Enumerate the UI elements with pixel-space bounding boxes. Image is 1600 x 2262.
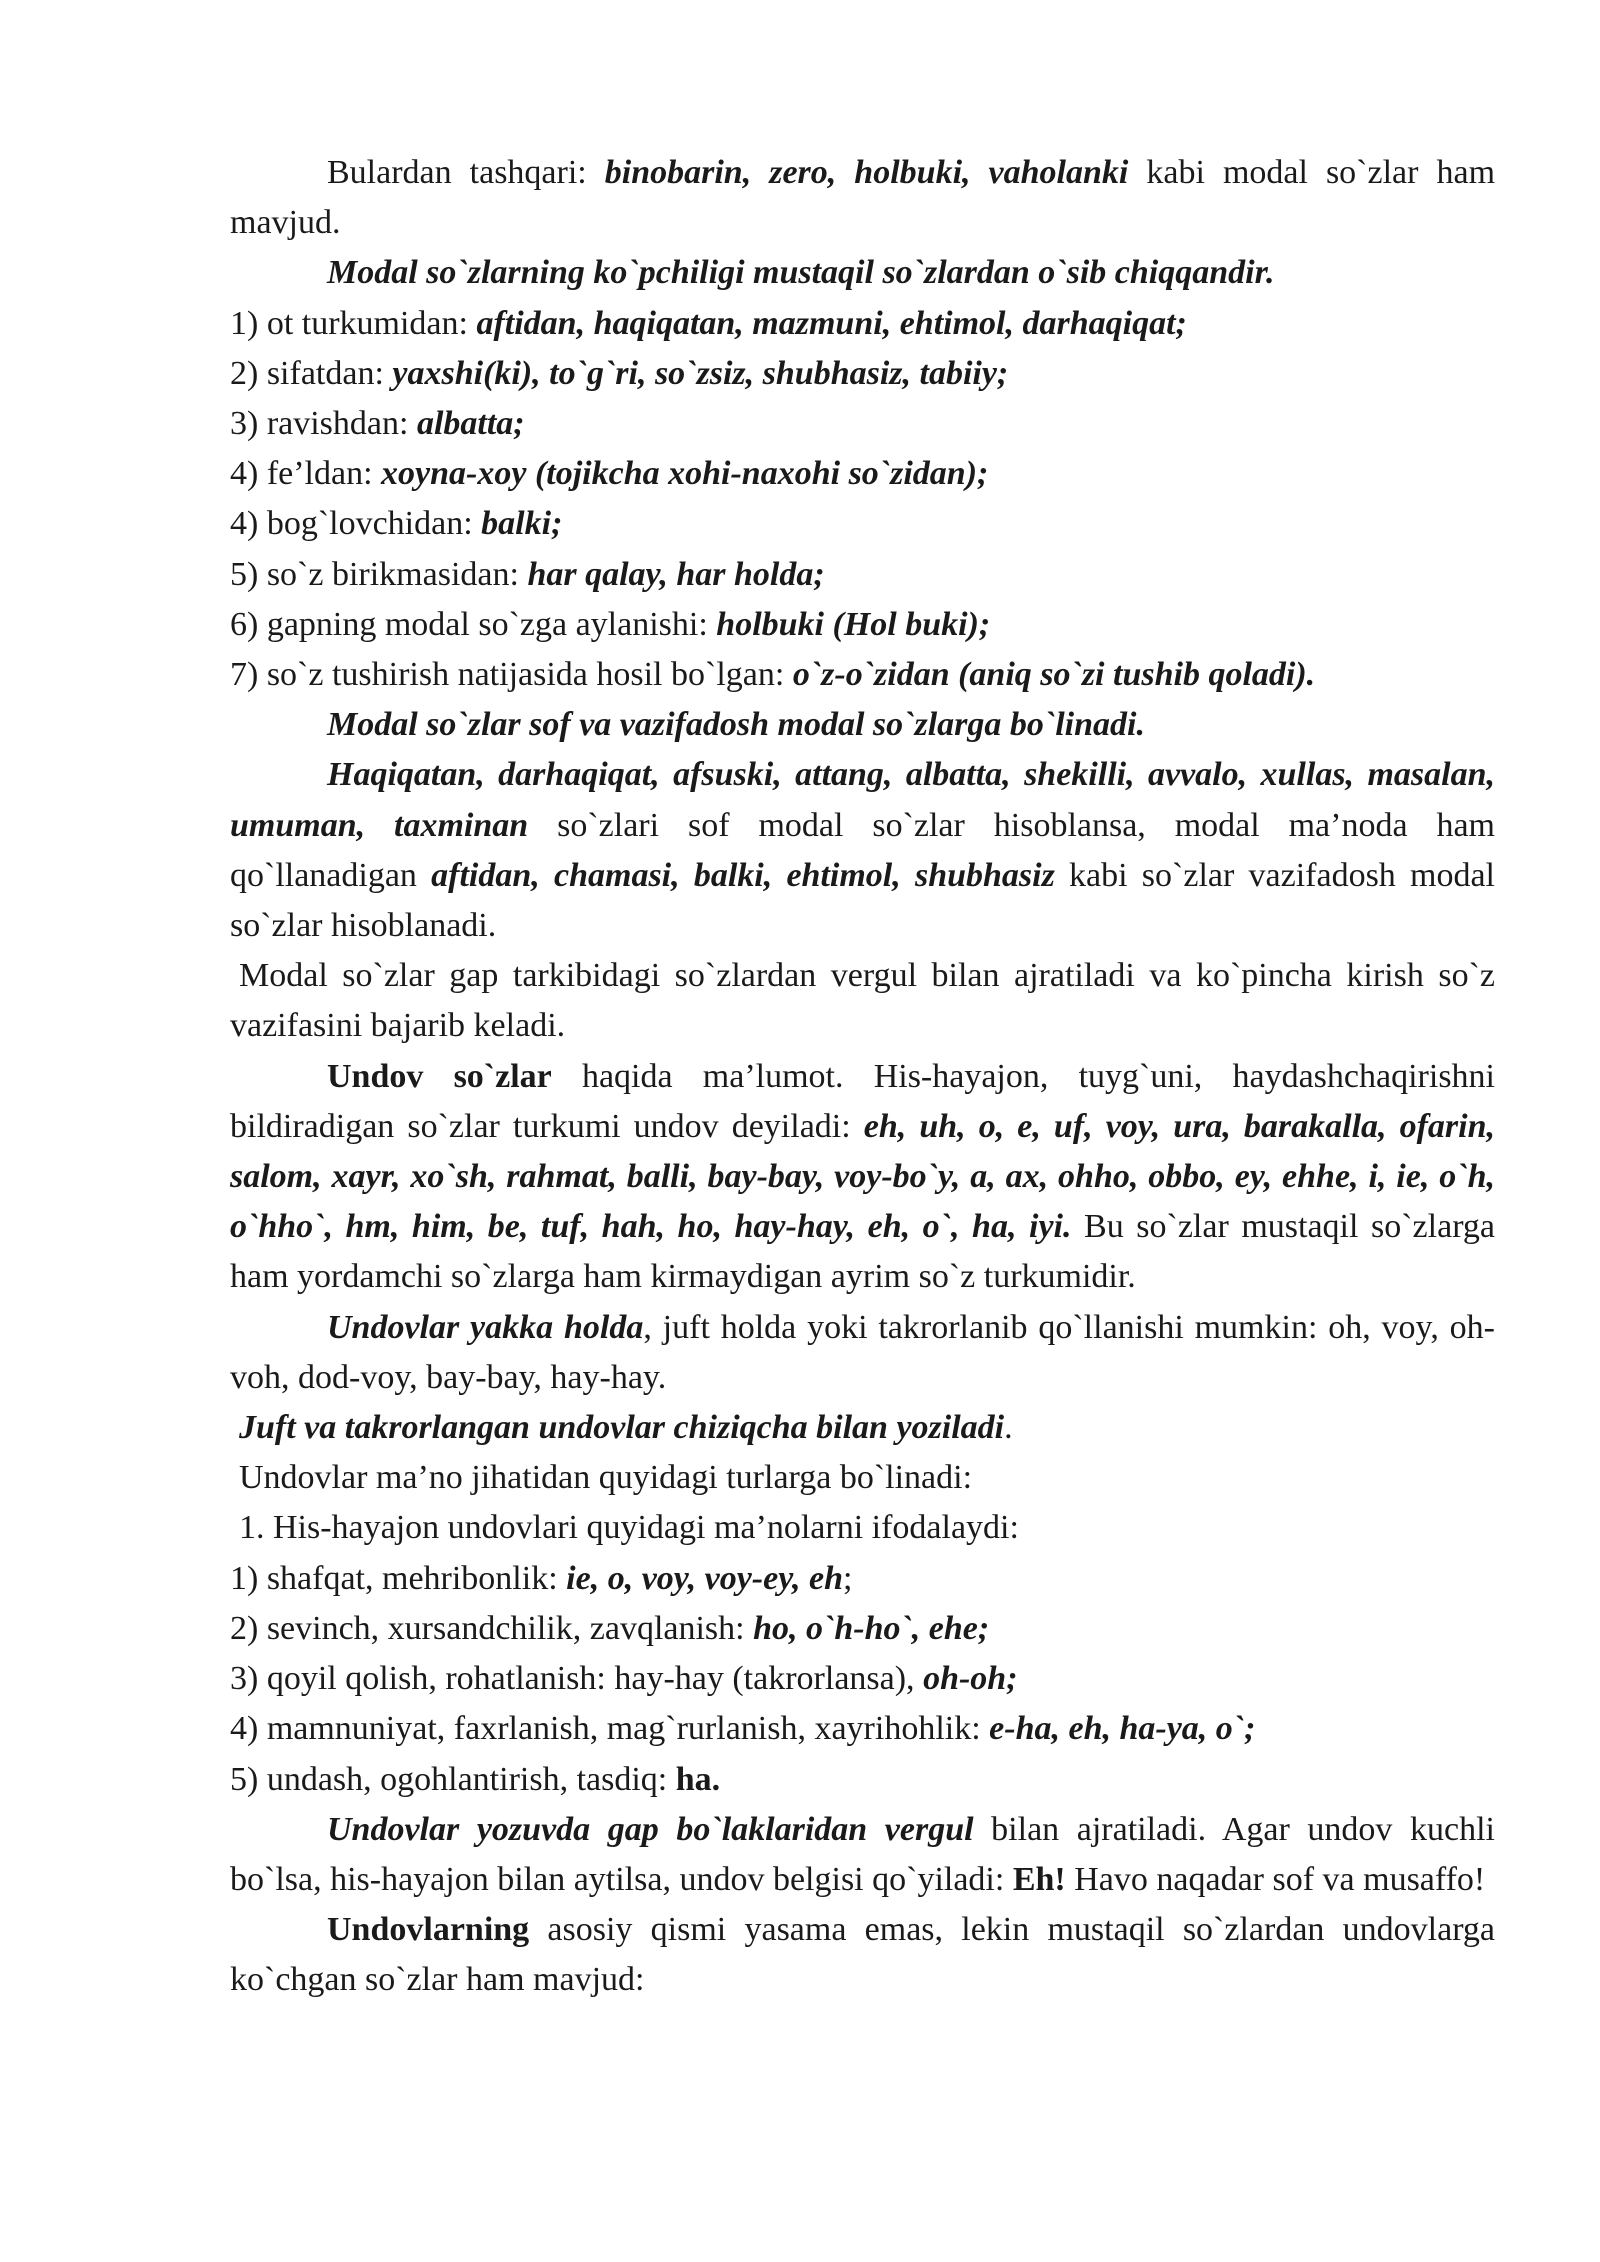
term: Undov so`zlar <box>327 1057 552 1095</box>
paragraph-undov-forms <box>230 1303 1495 1403</box>
list-item <box>230 399 1495 449</box>
paragraph-modal-types <box>230 700 1495 750</box>
paragraph-modal-punctuation <box>230 951 1495 1051</box>
text: 4) mamnuniyat, faxrlanish, mag`rurlanish, xayrihohlik: <box>230 1710 990 1748</box>
text: kabi modal so`zlar ham mavjud. <box>230 154 1496 242</box>
emphasis: Haqiqatan, darhaqiqat, afsuski, attang, albatta, shekilli, avvalo, xullas, masalan, umuman, taxminan <box>230 756 1495 844</box>
emphasis: ie, o, voy, voy-ey, eh <box>566 1559 844 1597</box>
list-item <box>230 1604 1495 1654</box>
paragraph-undov-punctuation <box>230 1805 1495 1905</box>
list-item <box>230 650 1495 700</box>
emphasis: har qalay, har holda; <box>527 555 825 593</box>
list-item <box>230 1704 1495 1754</box>
list-item <box>230 600 1495 650</box>
text: 5) so`z birikmasidan: <box>230 555 528 593</box>
emphasis: holbuki (Hol buki); <box>716 605 991 643</box>
text: 3) qoyil qolish, rohatlanish: hay-hay (takrorlansa), <box>230 1660 924 1698</box>
text: 6) gapning modal so`zga aylanishi: <box>230 605 717 643</box>
emphasis: Juft va takrorlangan undovlar chiziqcha bilan yoziladi <box>239 1409 1005 1447</box>
text: 5) undash, ogohlantirish, tasdiq: <box>230 1760 676 1798</box>
text: 2) sifatdan: <box>230 354 393 392</box>
list-item <box>230 299 1495 349</box>
paragraph-modal-extra <box>230 148 1495 248</box>
emphasis: albatta; <box>416 405 525 443</box>
list-item <box>230 1554 1495 1604</box>
list-item <box>230 449 1495 499</box>
emphasis: Modal so`zlar sof va vazifadosh modal so`zlarga bo`linadi. <box>327 706 1145 744</box>
paragraph-modal-examples <box>230 750 1495 951</box>
text: 4) fe’ldan: <box>230 455 382 493</box>
text: . <box>1004 1409 1013 1447</box>
paragraph-undov-definition <box>230 1052 1495 1303</box>
text: Bulardan tashqari: <box>327 154 605 191</box>
list-item <box>230 1654 1495 1704</box>
term: ha. <box>675 1760 721 1798</box>
emphasis: balki; <box>481 505 563 543</box>
paragraph-modal-origin <box>230 248 1495 298</box>
text: Havo naqadar sof va musaffo! <box>1065 1860 1486 1898</box>
emphasis: xoyna-xoy (tojikcha xohi-naxohi so`zidan); <box>381 455 989 493</box>
paragraph-undov-derivation <box>230 1905 1495 2005</box>
list-item <box>230 1755 1495 1805</box>
emphasis: aftidan, haqiqatan, mazmuni, ehtimol, darhaqiqat; <box>476 304 1187 342</box>
text: 2) sevinch, xursandchilik, zavqlanish: <box>230 1609 754 1647</box>
emphasis: Undovlar yozuvda gap bo`laklaridan vergul <box>327 1810 974 1848</box>
emphasis: oh-oh; <box>923 1660 1018 1698</box>
text: haqida ma’lumot. His-hayajon, tuyg`uni, haydashchaqirishni bildiradigan so`zlar turkumi undov deyiladi: <box>230 1057 1495 1145</box>
emphasis: Modal so`zlarning ko`pchiligi mustaqil so`zlardan o`sib chiqqandir. <box>327 254 1275 292</box>
emphasis: o`z-o`zidan (aniq so`zi tushib qoladi). <box>792 656 1316 694</box>
emphasis: Undovlar yakka holda <box>327 1308 644 1346</box>
text: 1) ot turkumidan: <box>230 304 477 342</box>
text: 4) bog`lovchidan: <box>230 505 482 543</box>
text: Undovlar ma’no jihatidan quyidagi turlarga bo`linadi: <box>239 1459 973 1497</box>
term: Eh! <box>1012 1860 1066 1898</box>
paragraph-undov-emotion <box>230 1503 1495 1553</box>
document-page <box>230 148 1495 2006</box>
text: so`zlari sof modal so`zlar hisoblansa, modal ma’noda ham qo`llanadigan <box>230 806 1496 894</box>
text: 1. His-hayajon undovlari quyidagi ma’nolarni ifodalaydi: <box>239 1509 1019 1547</box>
paragraph-undov-types <box>230 1453 1495 1503</box>
paragraph-undov-hyphen <box>230 1403 1495 1453</box>
list-item <box>230 550 1495 600</box>
text: , juft holda yoki takrorlanib qo`llanishi mumkin: oh, voy, oh-voh, dod-voy, bay-bay, hay-hay. <box>230 1308 1495 1396</box>
term: Undovlarning <box>327 1911 530 1949</box>
text: 7) so`z tushirish natijasida hosil bo`lgan: <box>230 656 793 694</box>
list-item <box>230 349 1495 399</box>
text: kabi so`zlar vazifadosh modal so`zlar hisoblanadi. <box>230 856 1495 945</box>
text: Bu so`zlar mustaqil so`zlarga ham yordamchi so`zlarga ham kirmaydigan ayrim so`z turkumidir. <box>230 1208 1495 1296</box>
text: asosiy qismi yasama emas, lekin mustaqil so`zlardan undovlarga ko`chgan so`zlar ham mavjud: <box>230 1911 1495 1999</box>
emphasis: aftidan, chamasi, balki, ehtimol, shubhasiz <box>431 856 1055 894</box>
text: ; <box>843 1559 853 1597</box>
text: bilan ajratiladi. Agar undov kuchli bo`lsa, his-hayajon bilan aytilsa, undov belgisi qo`yiladi: <box>230 1810 1495 1898</box>
text: 3) ravishdan: <box>230 405 417 443</box>
emphasis: binobarin, zero, holbuki, vaholanki <box>604 154 1129 191</box>
emphasis: e-ha, eh, ha-ya, o`; <box>989 1710 1256 1748</box>
text: Modal so`zlar gap tarkibidagi so`zlardan vergul bilan ajratiladi va ko`pincha kirish so`z vazifasini bajarib keladi. <box>230 957 1495 1045</box>
emphasis: eh, uh, o, e, uf, voy, ura, barakalla, ofarin, salom, xayr, xo`sh, rahmat, balli, bay-bay, voy-bo`y, a, ax, ohho, obbo, ey, ehhe, i, ie, o`h, o`hho`, hm, him, be, tuf, hah, ho, hay-hay, eh, o`, ha, iyi. <box>230 1107 1496 1246</box>
emphasis: ho, o`h-ho`, ehe; <box>753 1609 990 1647</box>
text: 1) shafqat, mehribonlik: <box>230 1559 567 1597</box>
emphasis: yaxshi(ki), to`g`ri, so`zsiz, shubhasiz, tabiiy; <box>392 354 1009 392</box>
list-item <box>230 499 1495 549</box>
